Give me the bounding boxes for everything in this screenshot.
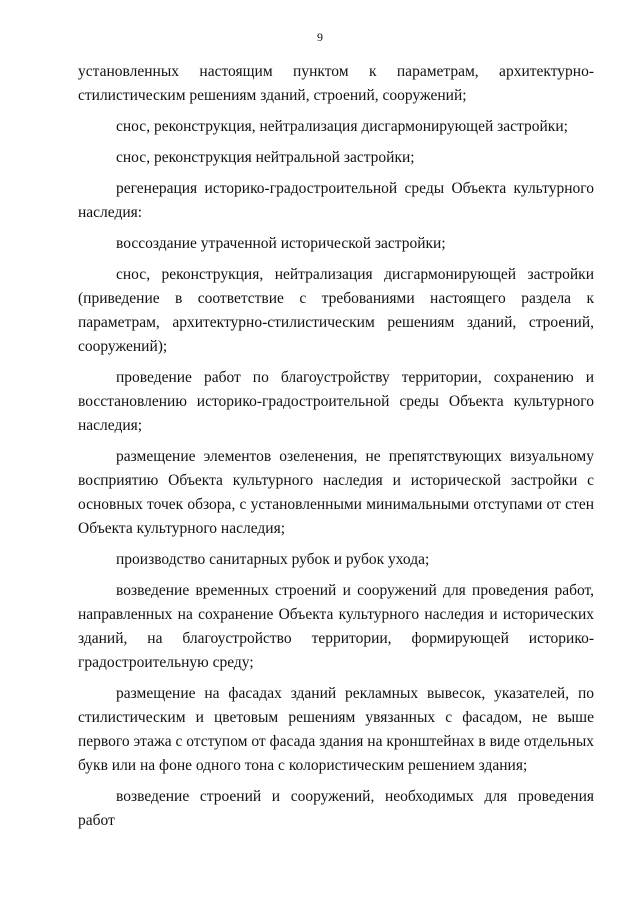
paragraph: возведение временных строений и сооружений для проведения работ, направленных на сохранение Объекта культурного наследия и исторических зданий, на благоустройство территории, формирующей историко-градостроительную среду; xyxy=(78,582,594,671)
paragraph: регенерация историко-градостроительной среды Объекта культурного наследия: xyxy=(78,180,594,221)
paragraph: снос, реконструкция, нейтрализация дисгармонирующей застройки; xyxy=(116,118,568,135)
paragraph: воссоздание утраченной исторической застройки; xyxy=(116,235,446,252)
document-body xyxy=(78,60,594,840)
paragraph: возведение строений и сооружений, необходимых для проведения работ xyxy=(78,788,594,829)
page-number: 9 xyxy=(317,30,323,44)
paragraph: установленных настоящим пунктом к параметрам, архитектурно-стилистическим решениям зданий, строений, сооружений; xyxy=(78,63,594,104)
paragraph: снос, реконструкция нейтральной застройки; xyxy=(116,149,415,166)
paragraph: снос, реконструкция, нейтрализация дисгармонирующей застройки (приведение в соответствие с требованиями настоящего раздела к параметрам, архитектурно-стилистическим решениям зданий, строений, сооружений); xyxy=(78,266,594,355)
paragraph: производство санитарных рубок и рубок ухода; xyxy=(116,551,430,568)
paragraph: размещение элементов озеленения, не препятствующих визуальному восприятию Объекта культурного наследия и исторической застройки с основных точек обзора, с установленными минимальными отступами от стен Объекта культурного наследия; xyxy=(78,448,594,537)
paragraph: размещение на фасадах зданий рекламных вывесок, указателей, по стилистическим и цветовым решениям увязанных с фасадом, не выше первого этажа с отступом от фасада здания на кронштейнах в виде отдельных букв или на фоне одного тона с колористическим решением здания; xyxy=(78,685,594,774)
paragraph: проведение работ по благоустройству территории, сохранению и восстановлению историко-градостроительной среды Объекта культурного наследия; xyxy=(78,369,594,434)
